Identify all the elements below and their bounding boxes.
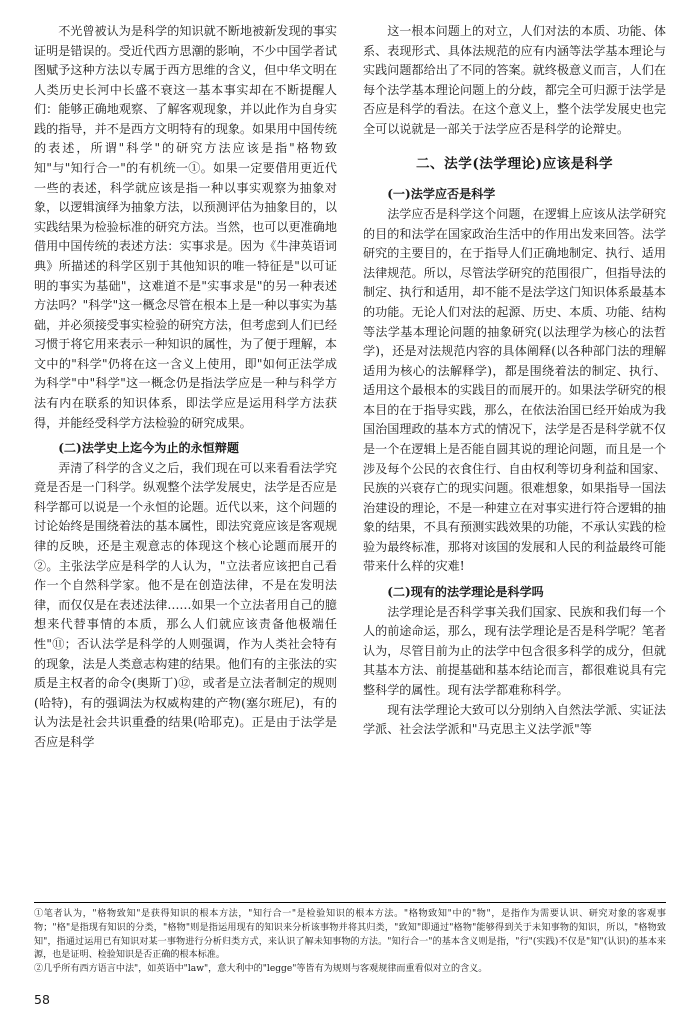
- paragraph: 这一根本问题上的对立，人们对法的本质、功能、体系、表现形式、具体法规范的应有内涵等法学基本理论与实践问题都给出了不同的答案。就终极意义而言，人们在每个法学基本理论问题上的分歧，都完全可归源于法学是否应是科学的看法。在这个意义上，整个法学发展史也完全可以说就是一部关于法学应否是科学的论辩史。: [363, 24, 666, 136]
- subsection-heading-one: (一)法学应否是科学: [387, 187, 496, 202]
- paragraph: 法学应否是科学这个问题，在逻辑上应该从法学研究的目的和法学在国家政治生活中的作用出发来回答。法学研究的主要目的，在于指导人们正确地制定、执行、适用法律规范。所以，尽管法学研究的范围很广，但指导法的制定、执行和适用，却不能不是法学这门知识体系最基本的功能。无论人们对法的起源、历史、本质、功能、结构等法学基本理论问题的抽象研究(以法理学为核心的法哲学)，还是对法规范内容的具体阐释(以各种部门法的理解适用为核心的法解释学)，都是围绕着法的制定、执行、适用这个最根本的实践目的而展开的。如果法学研究的根本目的在于指导实践，那么，在依法治国已经开始成为我国治国理政的基本方式的情况下，法学是否是科学就不仅是一个在逻辑上是否能自圆其说的理论问题，而且是一个涉及每个公民的衣食住行、自由权利等切身利益和国家、民族的兴衰存亡的现实问题。很难想象，如果指导一国法治建设的理论，不是一种建立在对事实进行符合逻辑的抽象的结果，不具有预测实践效果的功能，不承认实践的检验为最终标准，那将对该国的发展和人民的利益最终可能带来什么样的灾难!: [363, 207, 666, 574]
- paragraph: 现有法学理论大致可以分别纳入自然法学派、实证法学派、社会法学派和"马克思主义法学派"等: [363, 702, 666, 737]
- subsection-heading-two: (二)现有的法学理论是科学吗: [387, 585, 544, 600]
- paragraph: 法学理论是否科学事关我们国家、民族和我们每一个人的前途命运，那么，现有法学理论是否是科学呢？笔者认为，尽管目前为止的法学中包含很多科学的成分，但就其基本方法、前提基础和基本结论而言，都很难说具有完整科学的属性。现有法学都难称科学。: [363, 604, 666, 697]
- section-heading: 二、法学(法学理论)应该是科学: [415, 156, 614, 173]
- footnote-divider: [34, 902, 666, 903]
- paragraph: 不光曾被认为是科学的知识就不断地被新发现的事实证明是错误的。受近代西方思潮的影响，不少中国学者试图赋予这种方法以专属于西方思维的含义，但中华文明在人类历史长河中长盛不衰这一基本事实却在不断提醒人们：能够正确地观察、了解客观现象，并以此作为自身实践的指导，并不是西方文明特有的现象。如果用中国传统的表述，所谓"科学"的研究方法应该是指"格物致知"与"知行合一"的有机统一①。如果一定要借用更近代一些的表述，科学就应该是指一种以事实观察为抽象对象，以逻辑演绎为抽象方法，以预测评估为抽象目的，以实践结果为检验标准的研究方法。当然，也可以更准确地借用中国传统的表述方法：实事求是。因为《牛津英语词典》所描述的科学区别于其他知识的唯一特征是"以可证明的事实为基础"，这难道不是"实事求是"的另一种表述方法吗？"科学"这一概念尽管在根本上是一种以事实为基础，并必须接受事实检验的研究方法，但考虑到人们已经习惯于将它用来表示一种知识的属性，为了便于理解，本文中的"科学"仍将在这一含义上使用，即"如何正法学成为科学"中"科学"这一概念仍是指法学应是一种与科学方法有内在联系的知识体系，即法学应是运用科学方法获得，并能经受科学方法检验的研究成果。: [34, 24, 337, 430]
- right-column: [363, 22, 666, 894]
- footnote-area: [34, 902, 666, 977]
- paragraph: 弄清了科学的含义之后，我们现在可以来看看法学究竟是否是一门科学。纵观整个法学发展史，法学是否应是科学都可以说是一个永恒的论题。近代以来，这个问题的讨论始终是围绕着法的基本属性，即法究竟应该是客观规律的反映，还是主观意志的体现这个核心论题而展开的②。主张法学应是科学的人认为，"立法者应该把自己看作一个自然科学家。他不是在创造法律，不是在发明法律，而仅仅是在表述法律……如果一个立法者用自己的臆想来代替事情的本质，那么人们就应该责备他极端任性"⑪；否认法学是科学的人则强调，作为人类社会特有的现象，法是人类意志构建的结果。他们有的主张法的实质是主权者的命令(奥斯丁)⑫，或者是立法者制定的规则(哈特)，有的强调法为权威构建的产物(塞尔班尼)，有的认为法是社会共识重叠的结果(哈耶克)。正是由于法学是否应是科学: [34, 460, 337, 749]
- footnote-item: ②几乎所有西方语言中法"，如英语中"law"，意大利中的"legge"等皆有为规则与客观规律而重看似对立的含义。: [34, 964, 488, 975]
- subsection-heading-history: (二)法学史上迄今为止的永恒辩题: [58, 441, 239, 456]
- left-column: [34, 22, 337, 894]
- two-column-body: [34, 22, 666, 894]
- page-number: 58: [34, 992, 50, 1007]
- footnote-item: ①笔者认为，"格物致知"是获得知识的根本方法，"知行合一"是检验知识的根本方法。"格物致知"中的"物"，是指作为需要认识、研究对象的客观事物；"格"是指现有知识的分类，"格物"则是指运用现有的知识来分析该事物并将其归类，"致知"即通过"格物"能够得到关于未知事物的知识，所以，"格物致知"，指通过运用已有知识对某一事物进行分析归类方式，来认识了解未知事物的方法。"知行合一"的基本含义则是指，"行"(实践)不仅是"知"(认识)的基本来源，也是证明、检验知识是否正确的根本标准。: [34, 908, 666, 961]
